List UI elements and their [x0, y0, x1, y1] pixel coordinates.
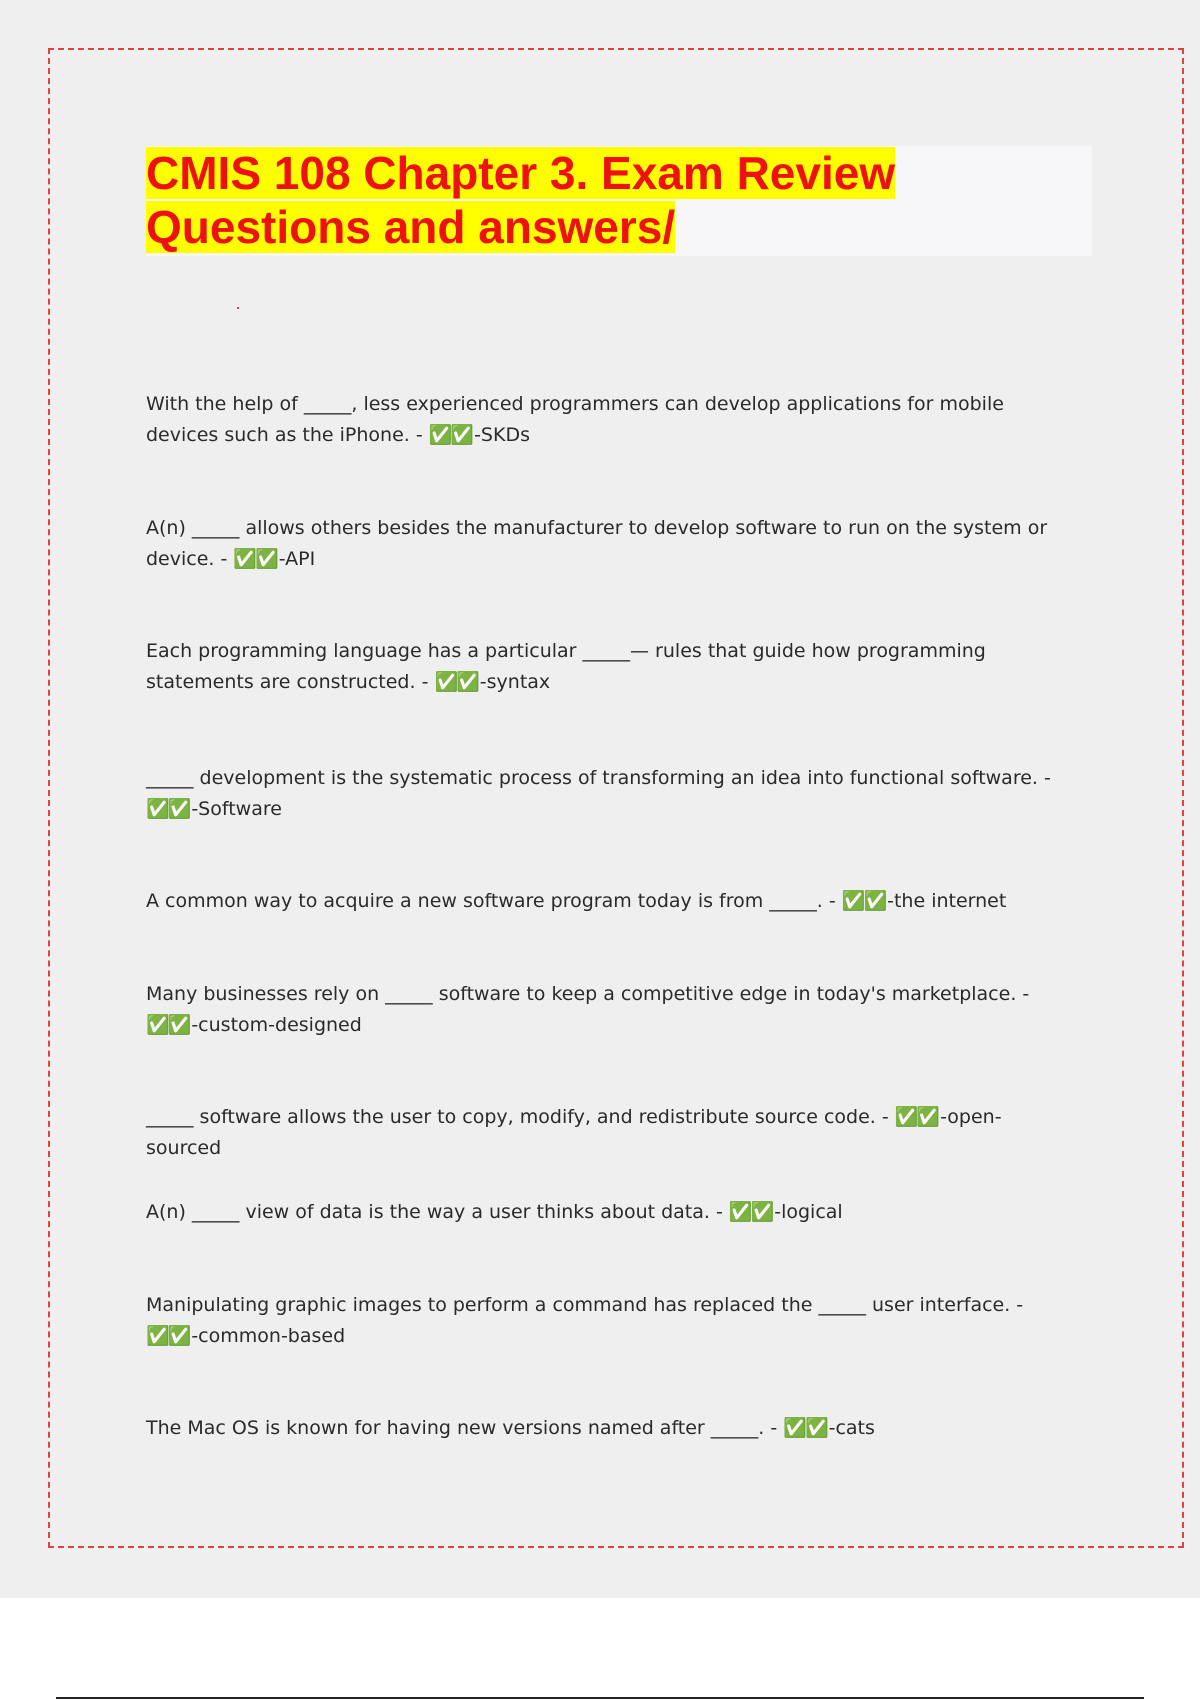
answer-text: -logical	[774, 1201, 843, 1223]
question-text: _____ software allows the user to copy, modify, and redistribute source code. -	[146, 1106, 889, 1128]
question-text: A(n) _____ view of data is the way a user thinks about data. -	[146, 1201, 723, 1223]
check-icon: ✅✅	[233, 548, 277, 570]
answer-text: -custom-designed	[191, 1014, 362, 1036]
question-text: The Mac OS is known for having new versions named after _____. -	[146, 1417, 778, 1439]
qa-item	[146, 1102, 1076, 1164]
question-text: Each programming language has a particular _____— rules that guide how programming statements are constructed. -	[146, 640, 986, 693]
check-icon: ✅✅	[783, 1417, 827, 1439]
stray-dot	[237, 307, 239, 309]
title-line-1: CMIS 108 Chapter 3. Exam Review	[146, 147, 896, 199]
qa-item	[146, 389, 1076, 451]
check-icon: ✅✅	[434, 671, 478, 693]
qa-item	[146, 763, 1076, 825]
question-text: A common way to acquire a new software program today is from _____. -	[146, 890, 836, 912]
qa-item	[146, 979, 1076, 1041]
title-line-2: Questions and answers/	[146, 201, 676, 253]
question-text: With the help of _____, less experienced programmers can develop applications for mobile devices such as the iPhone. -	[146, 393, 1004, 446]
check-icon: ✅✅	[728, 1201, 773, 1223]
qa-item	[146, 1413, 1076, 1444]
check-icon: ✅✅	[146, 1014, 190, 1036]
qa-item	[146, 636, 1076, 698]
answer-text: -API	[278, 548, 316, 570]
footer-rule	[56, 1697, 1144, 1699]
answer-text: -SKDs	[474, 424, 530, 446]
check-icon: ✅✅	[841, 890, 886, 912]
question-text: Manipulating graphic images to perform a command has replaced the _____ user interface. -	[146, 1294, 1024, 1316]
answer-text: -the internet	[887, 890, 1007, 912]
document-title	[146, 146, 1092, 254]
answer-text: -Software	[191, 798, 282, 820]
question-text: Many businesses rely on _____ software to keep a competitive edge in today's marketplace. -	[146, 983, 1030, 1005]
check-icon: ✅✅	[428, 424, 473, 446]
answer-text: -syntax	[479, 671, 551, 693]
answer-text: -common-based	[191, 1325, 346, 1347]
question-text: A(n) _____ allows others besides the manufacturer to develop software to run on the system or device. -	[146, 517, 1048, 570]
qa-item	[146, 886, 1076, 917]
answer-text: -open-sourced	[146, 1106, 1002, 1159]
check-icon: ✅✅	[146, 1325, 190, 1347]
qa-item	[146, 513, 1076, 575]
title-block	[146, 146, 1092, 256]
answer-text: -cats	[828, 1417, 875, 1439]
qa-item	[146, 1197, 1076, 1228]
qa-item	[146, 1290, 1076, 1352]
question-text: _____ development is the systematic process of transforming an idea into functional software. -	[146, 767, 1051, 789]
check-icon: ✅✅	[894, 1106, 939, 1128]
check-icon: ✅✅	[146, 798, 190, 820]
